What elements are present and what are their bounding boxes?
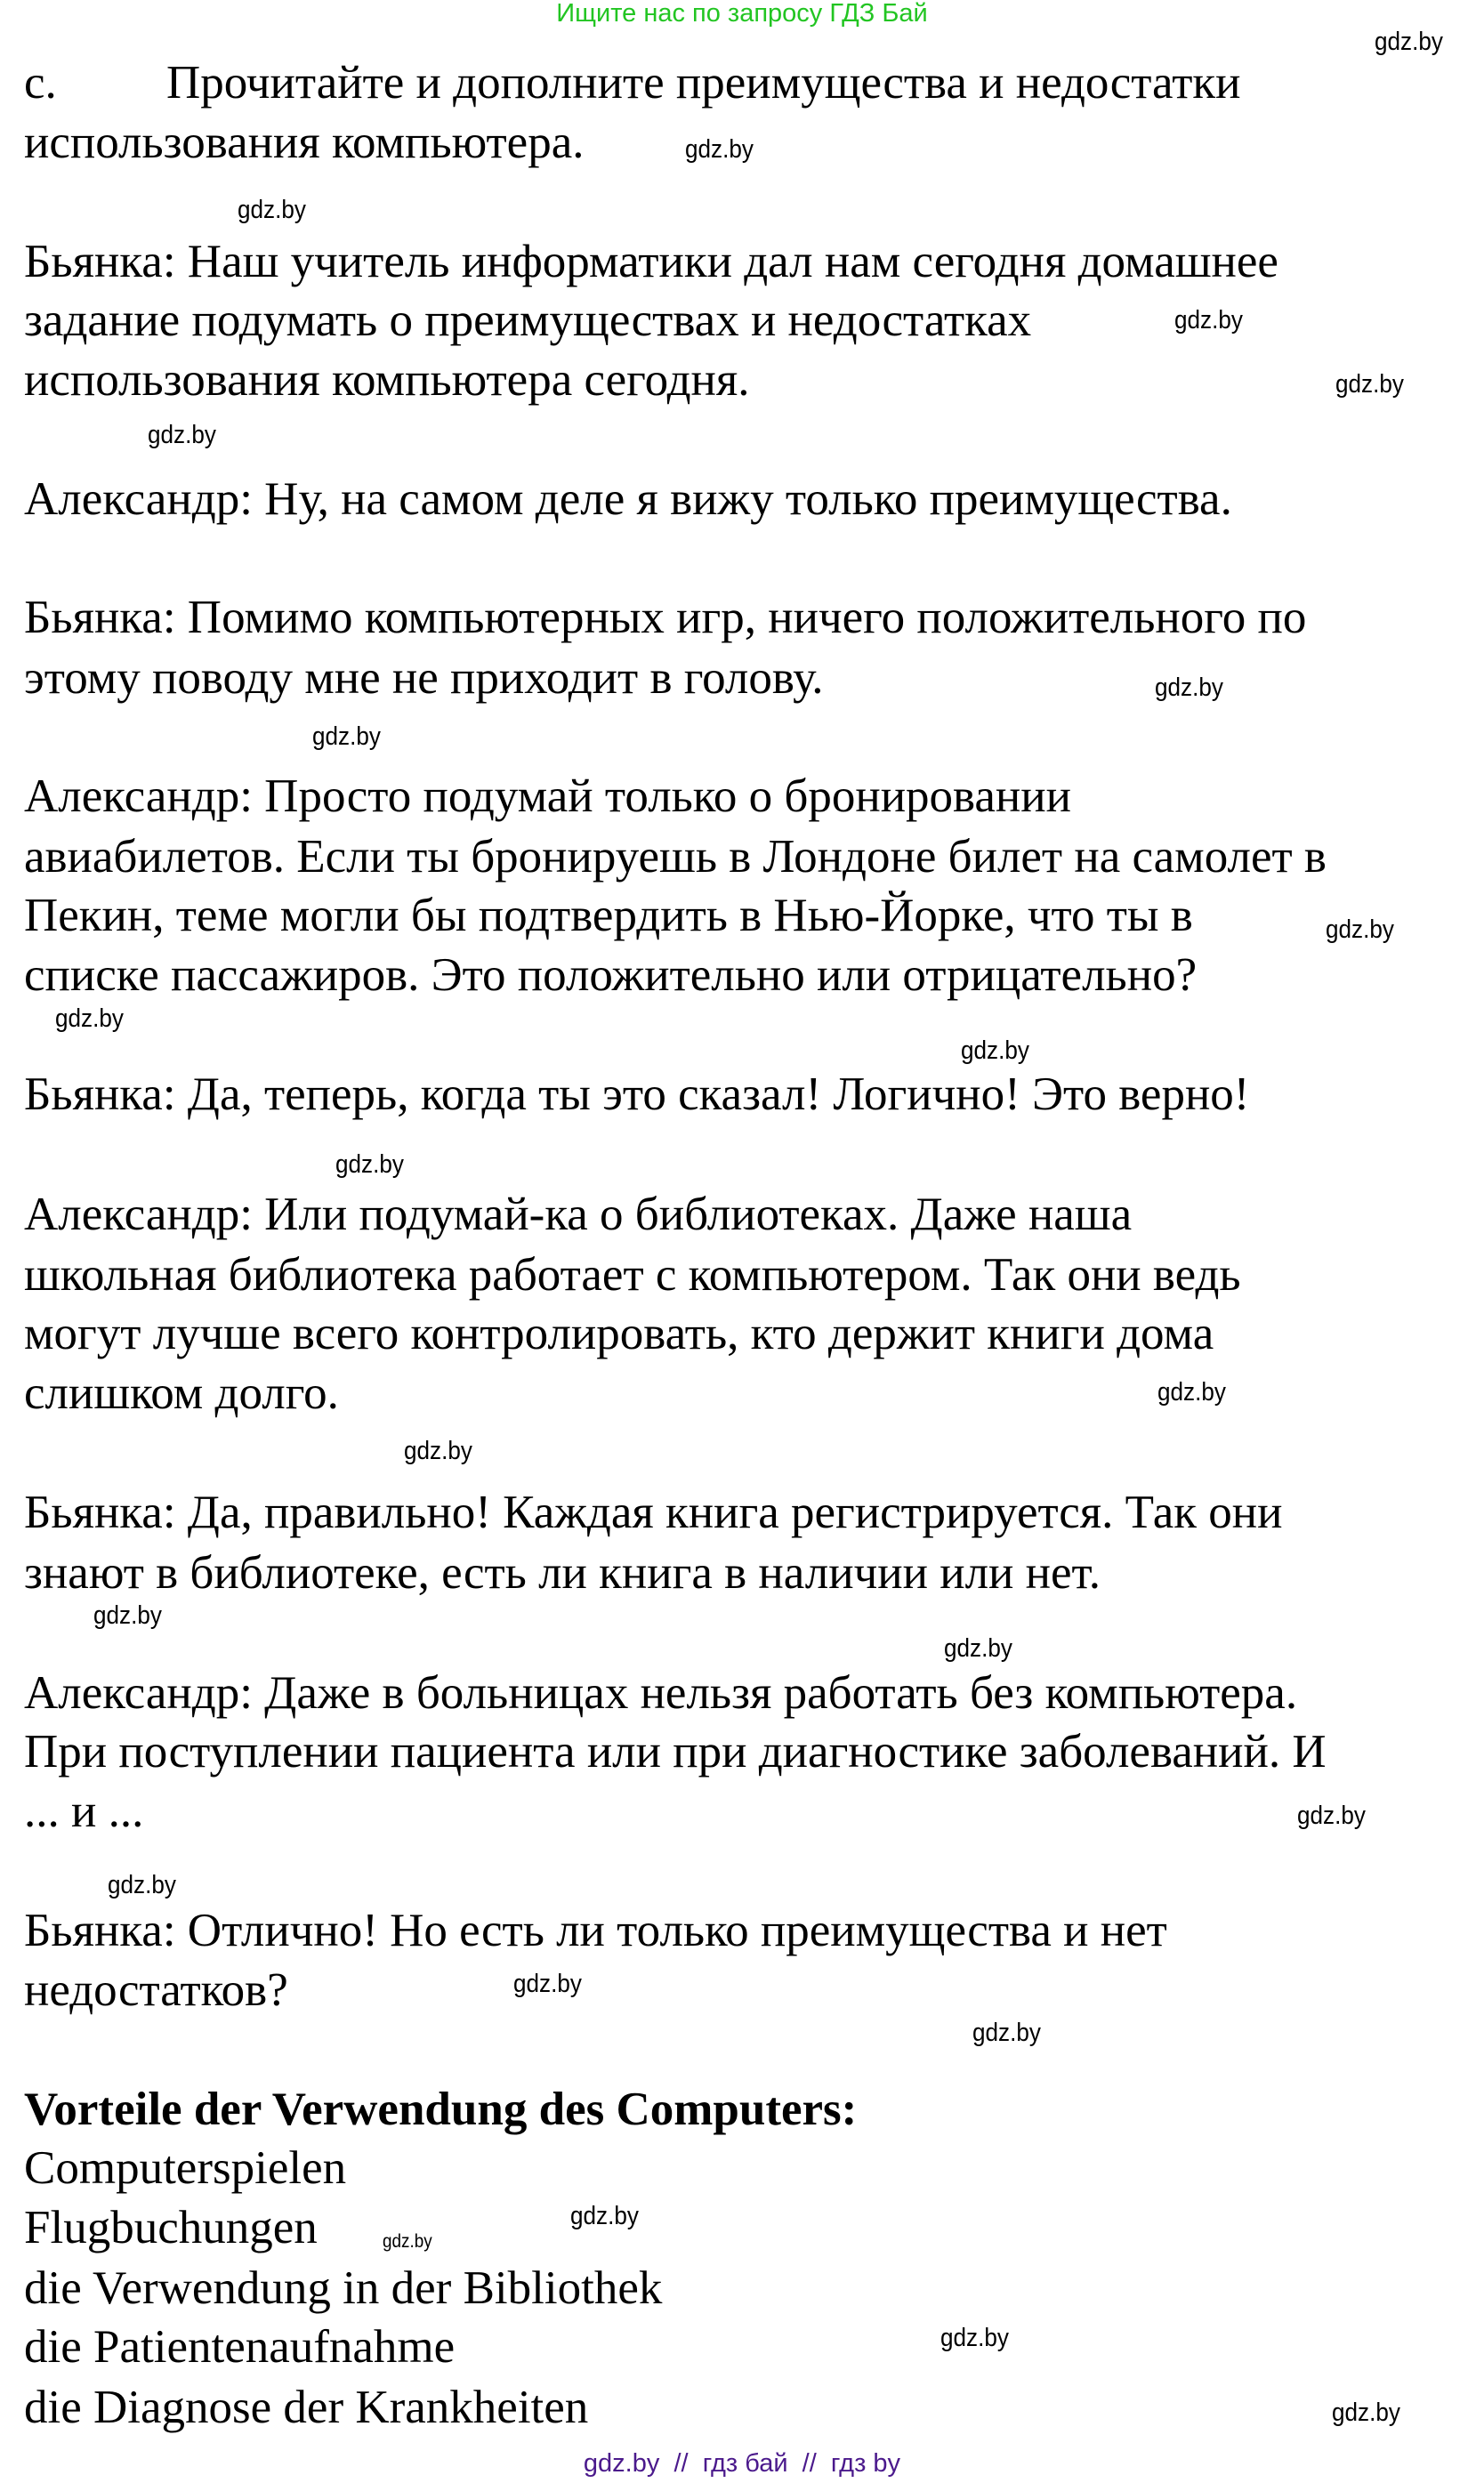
- watermark: gdz.by: [1332, 2398, 1400, 2427]
- dialogue-line: авиабилетов. Если ты бронируешь в Лондоне билет на самолет в: [24, 831, 1327, 883]
- task-text: Прочитайте и дополните преимущества и недостатки: [166, 57, 1241, 109]
- watermark: gdz.by: [1155, 673, 1223, 702]
- watermark: gdz.by: [93, 1601, 162, 1630]
- dialogue-line: могут лучше всего контролировать, кто держит книги дома: [24, 1308, 1214, 1359]
- watermark: gdz.by: [1335, 370, 1404, 399]
- dialogue-line: использования компьютера сегодня.: [24, 354, 750, 406]
- watermark: gdz.by: [312, 722, 381, 751]
- answer-item: Computerspielen: [24, 2142, 347, 2194]
- watermark: gdz.by: [944, 1634, 1012, 1663]
- watermark: gdz.by: [404, 1437, 472, 1465]
- footer-links: gdz.by // гдз бай // гдз by: [583, 2449, 901, 2478]
- dialogue-line: недостатков?: [24, 1964, 288, 2016]
- dialogue-line: Бьянка: Наш учитель информатики дал нам сегодня домашнее: [24, 236, 1278, 287]
- dialogue-line: Бьянка: Да, теперь, когда ты это сказал! Логично! Это верно!: [24, 1068, 1250, 1120]
- dialogue-line: ... и ...: [24, 1786, 144, 1837]
- dialogue-line: Александр: Просто подумай только о бронировании: [24, 770, 1071, 822]
- watermark: gdz.by: [1174, 306, 1243, 335]
- dialogue-line: Александр: Даже в больницах нельзя работать без компьютера.: [24, 1667, 1298, 1719]
- watermark: gdz.by: [1157, 1378, 1226, 1407]
- task-line: использования компьютера.: [24, 117, 585, 168]
- dialogue-line: При поступлении пациента или при диагностике заболеваний. И: [24, 1726, 1327, 1778]
- dialogue-line: Александр: Или подумай-ка о библиотеках. Даже наша: [24, 1189, 1133, 1240]
- dialogue-line: этому поводу мне не приходит в голову.: [24, 652, 824, 704]
- watermark: gdz.by: [513, 1970, 582, 1998]
- task-line: [24, 56, 1240, 109]
- answer-item: Flugbuchungen: [24, 2202, 318, 2253]
- answer-item: die Patientenaufnahme: [24, 2321, 456, 2373]
- watermark: gdz.by: [961, 1036, 1029, 1065]
- search-hint-banner: Ищите нас по запросу ГДЗ Бай: [556, 0, 928, 28]
- watermark: gdz.by: [1326, 915, 1394, 944]
- dialogue-line: задание подумать о преимуществах и недостатках: [24, 294, 1032, 346]
- watermark: gdz.by: [1297, 1802, 1366, 1830]
- dialogue-line: Бьянка: Помимо компьютерных игр, ничего положительного по: [24, 592, 1307, 643]
- watermark: gdz.by: [940, 2324, 1009, 2352]
- dialogue-line: Пекин, теме могли бы подтвердить в Нью-Йорке, что ты в: [24, 890, 1193, 941]
- dialogue-line: слишком долго.: [24, 1367, 339, 1419]
- answer-item: die Verwendung in der Bibliothek: [24, 2262, 663, 2314]
- watermark: gdz.by: [148, 421, 216, 449]
- dialogue-line: знают в библиотеке, есть ли книга в наличии или нет.: [24, 1547, 1101, 1599]
- dialogue-line: Александр: Ну, на самом деле я вижу только преимущества.: [24, 473, 1232, 525]
- watermark: gdz.by: [108, 1871, 176, 1899]
- watermark: gdz.by: [238, 196, 306, 224]
- task-letter: c.: [24, 57, 57, 109]
- answer-heading: Vorteile der Verwendung des Computers:: [24, 2084, 858, 2135]
- dialogue-line: Бьянка: Отлично! Но есть ли только преимущества и нет: [24, 1905, 1167, 1956]
- watermark: gdz.by: [55, 1004, 124, 1033]
- answer-item: die Diagnose der Krankheiten: [24, 2382, 589, 2433]
- watermark: gdz.by: [383, 2231, 432, 2252]
- watermark: gdz.by: [1375, 28, 1443, 56]
- watermark: gdz.by: [335, 1150, 404, 1179]
- watermark: gdz.by: [972, 2019, 1041, 2047]
- watermark: gdz.by: [685, 135, 754, 164]
- watermark: gdz.by: [570, 2202, 639, 2230]
- dialogue-line: школьная библиотека работает с компьютером. Так они ведь: [24, 1249, 1241, 1301]
- dialogue-line: списке пассажиров. Это положительно или отрицательно?: [24, 949, 1198, 1001]
- dialogue-line: Бьянка: Да, правильно! Каждая книга регистрируется. Так они: [24, 1487, 1283, 1538]
